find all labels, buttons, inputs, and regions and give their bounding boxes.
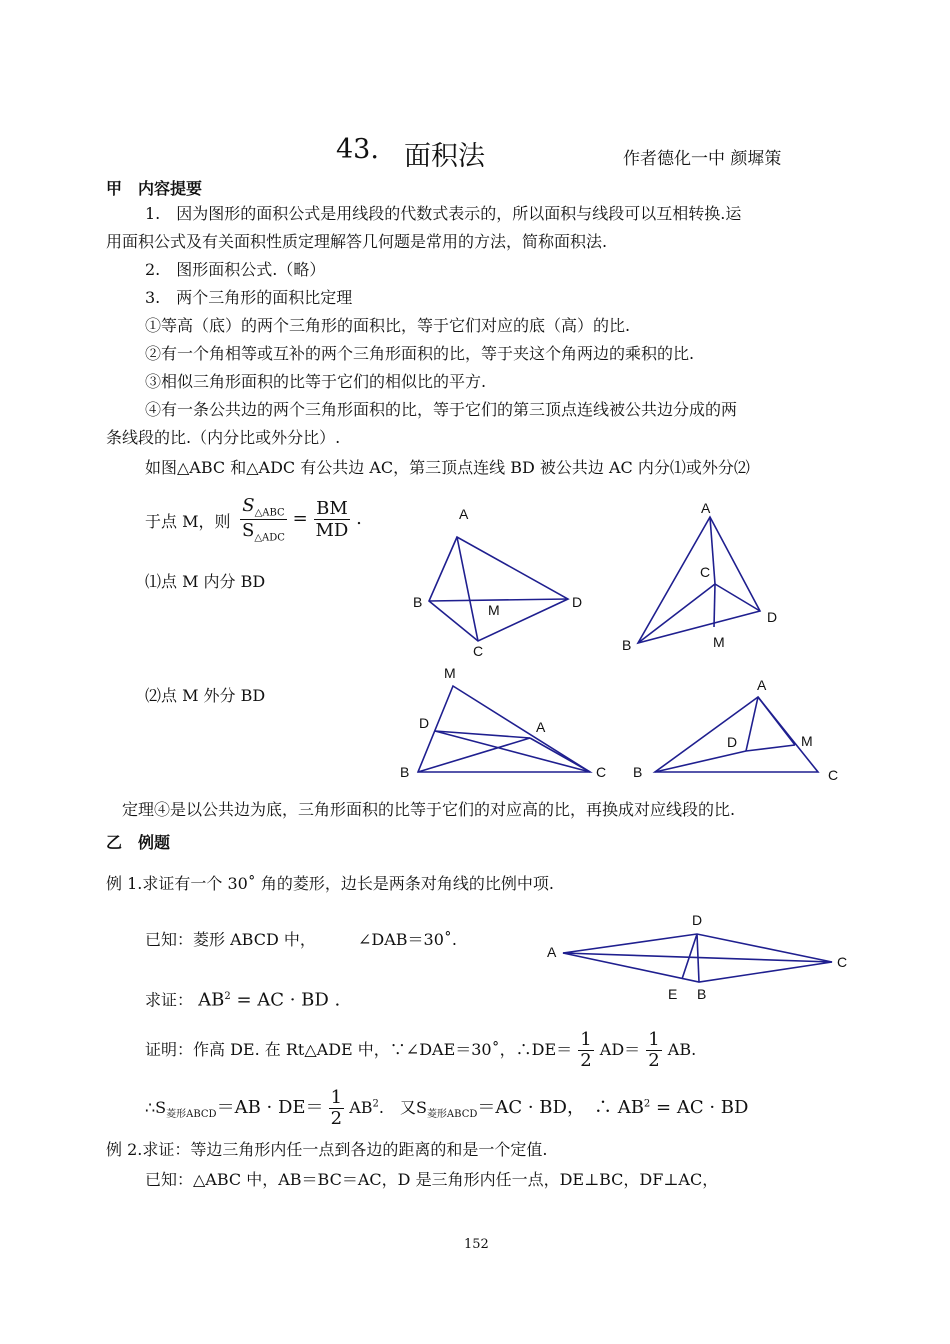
area-exp-2: 2 bbox=[643, 1098, 651, 1110]
fig4-label-a: A bbox=[757, 677, 767, 693]
fig4-label-d: D bbox=[727, 734, 738, 750]
fig3-label-a: A bbox=[536, 719, 546, 735]
example-1-title: 例 1.求证有一个 30˚ 角的菱形，边长是两条对角线的比例中项. bbox=[106, 874, 554, 893]
prove-exp: 2 bbox=[224, 991, 231, 1002]
fig2-label-b: B bbox=[622, 637, 632, 653]
formula-sub-top: △ABC bbox=[254, 507, 285, 519]
case-2-label: ⑵点 M 外分 BD bbox=[145, 686, 266, 705]
fig1-label-b: B bbox=[413, 594, 423, 610]
area-sub-2: 菱形ABCD bbox=[426, 1109, 478, 1121]
section-heading-examples: 乙 例题 bbox=[106, 833, 171, 852]
author-line: 作者德化一中 颜墀策 bbox=[623, 149, 782, 169]
para-1-line-2: 用面积公式及有关面积性质定理解答几何题是常用的方法，简称面积法. bbox=[106, 232, 608, 251]
fig3-label-m: M bbox=[444, 665, 456, 681]
fig1-label-d: D bbox=[572, 594, 583, 610]
prove-label: 求证： bbox=[145, 990, 194, 1010]
title-number: 43. bbox=[336, 134, 379, 165]
section-heading-content: 甲 内容提要 bbox=[106, 179, 203, 198]
proof-frac2-den: 2 bbox=[648, 1050, 660, 1071]
formula-s-top: S bbox=[242, 495, 255, 516]
proof-frac2-num: 1 bbox=[648, 1029, 660, 1050]
case-1-label: ⑴点 M 内分 BD bbox=[145, 572, 266, 591]
fig2-label-a: A bbox=[701, 500, 711, 516]
example-1-proof-line bbox=[145, 1030, 696, 1071]
prove-rhs: = AC · BD . bbox=[230, 989, 341, 1011]
area-text-d: . 又S bbox=[378, 1098, 427, 1117]
example-1-given-angle: ∠DAB＝30˚. bbox=[358, 930, 457, 949]
proof-frac1-den: 2 bbox=[580, 1050, 592, 1071]
fig5-label-d: D bbox=[692, 912, 703, 928]
area-text-f: = AC · BD bbox=[650, 1097, 749, 1118]
area-text-a: ∴S bbox=[145, 1098, 167, 1117]
proof-frac1-num: 1 bbox=[580, 1029, 592, 1050]
fig3-label-c: C bbox=[596, 764, 607, 780]
figure-5-rhombus bbox=[563, 934, 832, 982]
rule-3: ③相似三角形面积的比等于它们的相似比的平方. bbox=[145, 372, 487, 391]
para-2: 2. 图形面积公式.（略） bbox=[145, 260, 326, 279]
formula-prefix: 于点 M，则 bbox=[145, 512, 231, 531]
page-title: 面积法 bbox=[404, 141, 485, 172]
fig5-label-b: B bbox=[697, 986, 707, 1002]
fig2-label-d: D bbox=[767, 609, 778, 625]
fig5-label-e: E bbox=[668, 986, 678, 1002]
fig3-label-d: D bbox=[419, 715, 430, 731]
fig4-label-b: B bbox=[633, 764, 643, 780]
example-1-area-line bbox=[145, 1088, 748, 1129]
proof-text-b: AD＝ bbox=[599, 1040, 641, 1059]
formula-sub-bottom: △ADC bbox=[254, 532, 285, 544]
formula-bm: BM bbox=[314, 498, 351, 520]
figure-2-internal-division bbox=[638, 517, 760, 643]
figure-3-external-division bbox=[418, 686, 590, 772]
area-frac-num: 1 bbox=[330, 1087, 343, 1108]
figure-intro: 如图△ABC 和△ADC 有公共边 AC，第三顶点连线 BD 被公共边 AC 内分⑴或外分⑵ bbox=[145, 458, 750, 477]
rule-2: ②有一个角相等或互补的两个三角形面积的比，等于夹这个角两边的乘积的比. bbox=[145, 344, 695, 363]
fig1-label-a: A bbox=[459, 506, 469, 522]
area-sub-1: 菱形ABCD bbox=[166, 1109, 217, 1121]
figure-1-internal-division bbox=[429, 537, 568, 641]
example-2-title: 例 2.求证：等边三角形内任一点到各边的距离的和是一个定值. bbox=[106, 1140, 548, 1159]
rule-4-line-1: ④有一条公共边的两个三角形面积的比，等于它们的第三顶点连线被公共边分成的两 bbox=[145, 400, 738, 419]
fig5-label-a: A bbox=[547, 944, 557, 960]
area-text-c: AB bbox=[349, 1098, 373, 1117]
example-1-prove bbox=[145, 987, 340, 1010]
formula-s-bottom: S bbox=[242, 519, 255, 541]
formula-md: MD bbox=[315, 519, 349, 541]
area-frac-den: 2 bbox=[330, 1108, 343, 1129]
prove-lhs: AB bbox=[198, 989, 225, 1011]
fig1-label-m: M bbox=[488, 602, 500, 618]
fig2-label-m: M bbox=[713, 634, 725, 650]
proof-text-a: 证明：作高 DE. 在 Rt△ADE 中，∵∠DAE＝30˚，∴DE＝ bbox=[145, 1040, 573, 1059]
fig5-label-c: C bbox=[837, 954, 848, 970]
rule-4-line-2: 条线段的比.（内分比或外分比）. bbox=[106, 428, 341, 447]
proof-text-c: AB. bbox=[667, 1040, 697, 1059]
page-number: 152 bbox=[464, 1237, 489, 1252]
example-1-given-label: 已知：菱形 ABCD 中， bbox=[145, 930, 316, 949]
area-text-b: ＝AB · DE＝ bbox=[216, 1097, 324, 1118]
area-text-e: ＝AC · BD， ∴ AB bbox=[477, 1097, 644, 1118]
fig2-label-c: C bbox=[700, 564, 711, 580]
formula-equals: = bbox=[292, 508, 308, 530]
rule-1: ①等高（底）的两个三角形的面积比，等于它们对应的底（高）的比. bbox=[145, 316, 631, 335]
fig1-label-c: C bbox=[473, 643, 484, 659]
para-3: 3. 两个三角形的面积比定理 bbox=[145, 288, 353, 307]
formula-period: . bbox=[356, 508, 362, 530]
fig4-label-c: C bbox=[828, 767, 839, 783]
fig4-label-m: M bbox=[801, 733, 813, 749]
area-exp-1: 2 bbox=[372, 1098, 379, 1110]
para-1-line-1: 1. 因为图形的面积公式是用线段的代数式表示的，所以面积与线段可以互相转换.运 bbox=[145, 204, 742, 223]
example-2-given: 已知：△ABC 中，AB＝BC＝AC，D 是三角形内任一点，DE⊥BC，DF⊥AC， bbox=[145, 1170, 719, 1189]
theorem-note: 定理④是以公共边为底，三角形面积的比等于它们的对应高的比，再换成对应线段的比. bbox=[122, 800, 736, 819]
fig3-label-b: B bbox=[400, 764, 410, 780]
